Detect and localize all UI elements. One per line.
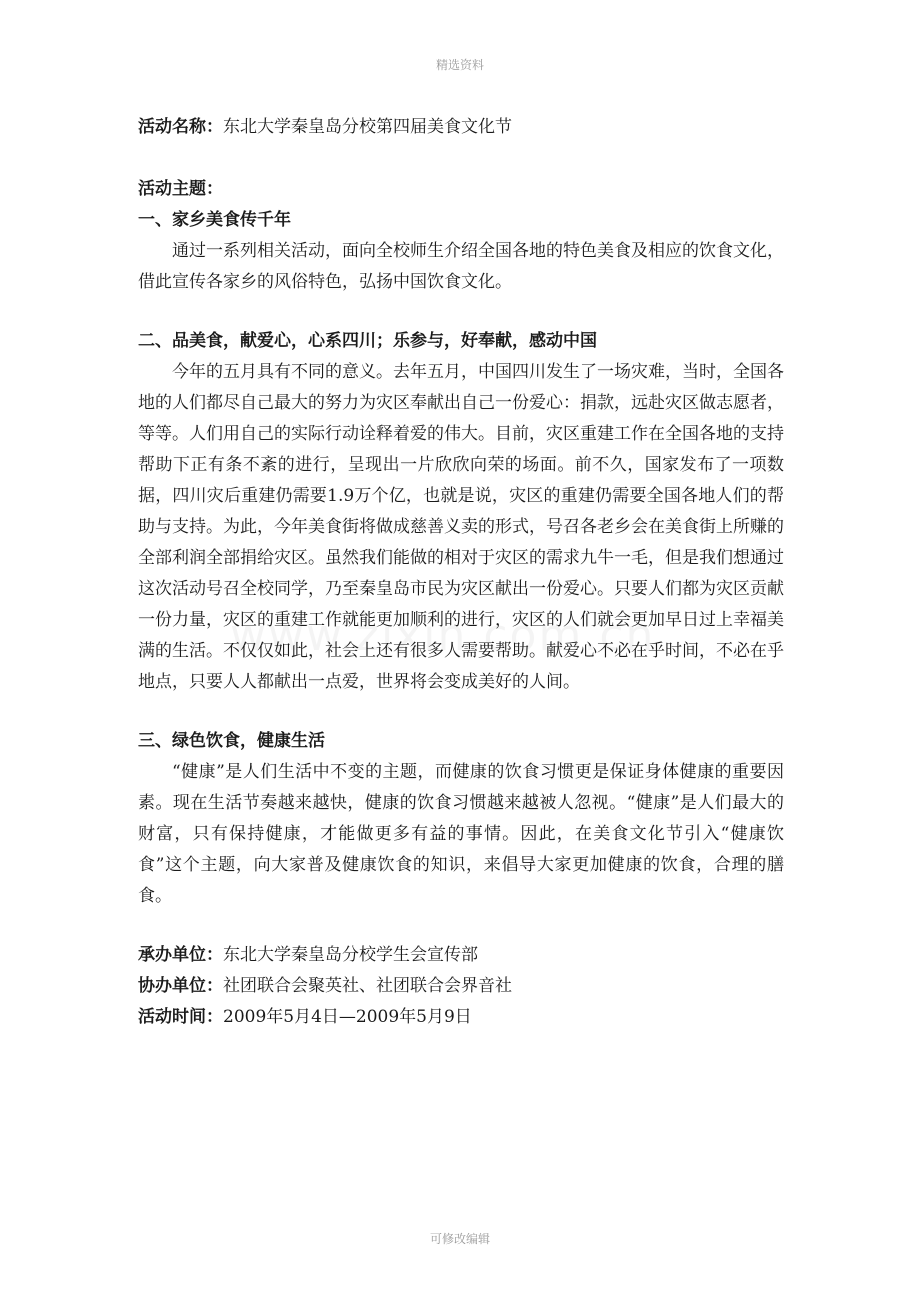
spacer [138,143,784,174]
spacer [138,698,784,726]
co-organizer-label: 协办单位： [138,976,223,996]
document-body [138,112,784,1033]
activity-time-line [138,1002,784,1033]
section-1-heading: 一、家乡美食传千年 [138,210,291,230]
activity-theme-label: 活动主题： [138,179,223,199]
activity-name-line [138,112,784,143]
organizer-value: 东北大学秦皇岛分校学生会宣传部 [223,945,478,965]
section-3-body: “健康”是人们生活中不变的主题，而健康的饮食习惯更是保证身体健康的重要因素。现在生活节奏越来越快，健康的饮食习惯越来越被人忽视。“健康”是人们最大的财富，只有保持健康，才能做更多有益的事情。因此，在美食文化节引入“健康饮食”这个主题，向大家普及健康饮食的知识，来倡导大家更加健康的饮食，合理的膳食。 [138,762,784,906]
activity-name-value: 东北大学秦皇岛分校第四届美食文化节 [223,117,512,137]
co-organizer-value: 社团联合会聚英社、社团联合会界音社 [223,976,512,996]
header-note: 精选资料 [435,58,484,72]
section-2-body: 今年的五月具有不同的意义。去年五月，中国四川发生了一场灾难，当时，全国各地的人们都尽自己最大的努力为灾区奉献出自己一份爱心：捐款，远赴灾区做志愿者，等等。人们用自己的实际行动诠释着爱的伟大。目前，灾区重建工作在全国各地的支持帮助下正有条不紊的进行，呈现出一片欣欣向荣的场面。前不久，国家发布了一项数据，四川灾后重建仍需要1.9万个亿，也就是说，灾区的重建仍需要全国各地人们的帮助与支持。为此，今年美食街将做成慈善义卖的形式，号召各老乡会在美食街上所赚的全部利润全部捐给灾区。虽然我们能做的相对于灾区的需求九牛一毛，但是我们想通过这次活动号召全校同学，乃至秦皇岛市民为灾区献出一份爱心。只要人们都为灾区贡献一份力量，灾区的重建工作就能更加顺利的进行，灾区的人们就会更加早日过上幸福美满的生活。不仅仅如此，社会上还有很多人需要帮助。献爱心不必在乎时间，不必在乎地点，只要人人都献出一点爱，世界将会变成美好的人间。 [138,362,784,692]
section-3-heading: 三、绿色饮食，健康生活 [138,731,325,751]
section-2-heading: 二、品美食，献爱心，心系四川；乐参与，好奉献，感动中国 [138,331,597,351]
spacer [138,912,784,940]
spacer [138,298,784,326]
organizer-line [138,940,784,971]
activity-time-value: 2009年5月4日—2009年5月9日 [223,1007,472,1027]
activity-name-label: 活动名称： [138,117,223,137]
activity-time-label: 活动时间： [138,1007,223,1027]
organizer-label: 承办单位： [138,945,223,965]
co-organizer-line [138,971,784,1002]
footer-note: 可修改编辑 [429,1232,490,1246]
section-1-body: 通过一系列相关活动，面向全校师生介绍全国各地的特色美食及相应的饮食文化，借此宣传各家乡的风俗特色，弘扬中国饮食文化。 [138,241,784,292]
